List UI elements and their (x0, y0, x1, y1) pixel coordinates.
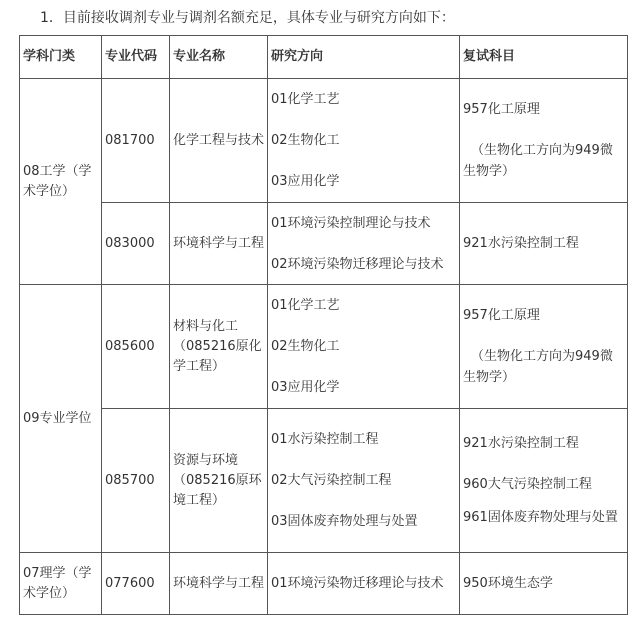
exam-item: 921水污染控制工程 (463, 436, 579, 451)
code-cell: 081700 (102, 79, 170, 203)
header-code: 专业代码 (102, 36, 170, 79)
name-cell: 环境科学与工程 (170, 203, 268, 285)
code-cell: 085600 (102, 285, 170, 409)
table-row (20, 203, 628, 285)
direction-cell (268, 79, 460, 203)
category-cell: 09专业学位 (20, 285, 102, 553)
header-exam: 复试科目 (460, 36, 628, 79)
exam-item: （生物化工方向为949微生物学） (463, 143, 613, 179)
exam-item: （生物化工方向为949微生物学） (463, 349, 613, 385)
header-direction: 研究方向 (268, 36, 460, 79)
direction-cell (268, 285, 460, 409)
category-cell: 08工学（学术学位） (20, 79, 102, 285)
direction-cell: 01环境污染物迁移理论与技术 (268, 553, 460, 615)
direction-item: 01化学工艺 (271, 298, 340, 313)
major-table (19, 35, 628, 615)
name-cell: 资源与环境（085216原环境工程） (170, 409, 268, 553)
direction-cell (268, 409, 460, 553)
table-row (20, 409, 628, 553)
name-cell: 环境科学与工程 (170, 553, 268, 615)
direction-item: 01水污染控制工程 (271, 432, 379, 447)
exam-cell: 950环境生态学 (460, 553, 628, 615)
direction-item: 03固体废弃物处理与处置 (271, 514, 418, 529)
code-cell: 077600 (102, 553, 170, 615)
table-row (20, 285, 628, 409)
table-row (20, 79, 628, 203)
direction-item: 02生物化工 (271, 133, 340, 148)
direction-item: 02生物化工 (271, 339, 340, 354)
table-row (20, 553, 628, 615)
direction-item: 03应用化学 (271, 174, 340, 189)
exam-item: 957化工原理 (463, 102, 540, 117)
exam-item: 961固体废弃物处理与处置 (463, 510, 618, 525)
table-header-row (20, 36, 628, 79)
direction-item: 01化学工艺 (271, 92, 340, 107)
code-cell: 083000 (102, 203, 170, 285)
intro-text: 1．目前接收调剂专业与调剂名额充足，具体专业与研究方向如下： (40, 10, 455, 26)
exam-item: 960大气污染控制工程 (463, 477, 592, 492)
name-cell: 材料与化工（085216原化学工程） (170, 285, 268, 409)
direction-item: 01环境污染控制理论与技术 (271, 215, 431, 231)
direction-item: 02环境污染物迁移理论与技术 (271, 256, 444, 272)
exam-cell (460, 285, 628, 409)
category-cell: 07理学（学术学位） (20, 553, 102, 615)
header-name: 专业名称 (170, 36, 268, 79)
exam-item: 957化工原理 (463, 308, 540, 323)
header-category: 学科门类 (20, 36, 102, 79)
exam-cell: 921水污染控制工程 (460, 203, 628, 285)
code-cell: 085700 (102, 409, 170, 553)
direction-item: 03应用化学 (271, 380, 340, 395)
direction-cell (268, 203, 460, 285)
name-cell: 化学工程与技术 (170, 79, 268, 203)
exam-cell (460, 79, 628, 203)
exam-cell (460, 409, 628, 553)
direction-item: 02大气污染控制工程 (271, 473, 392, 488)
